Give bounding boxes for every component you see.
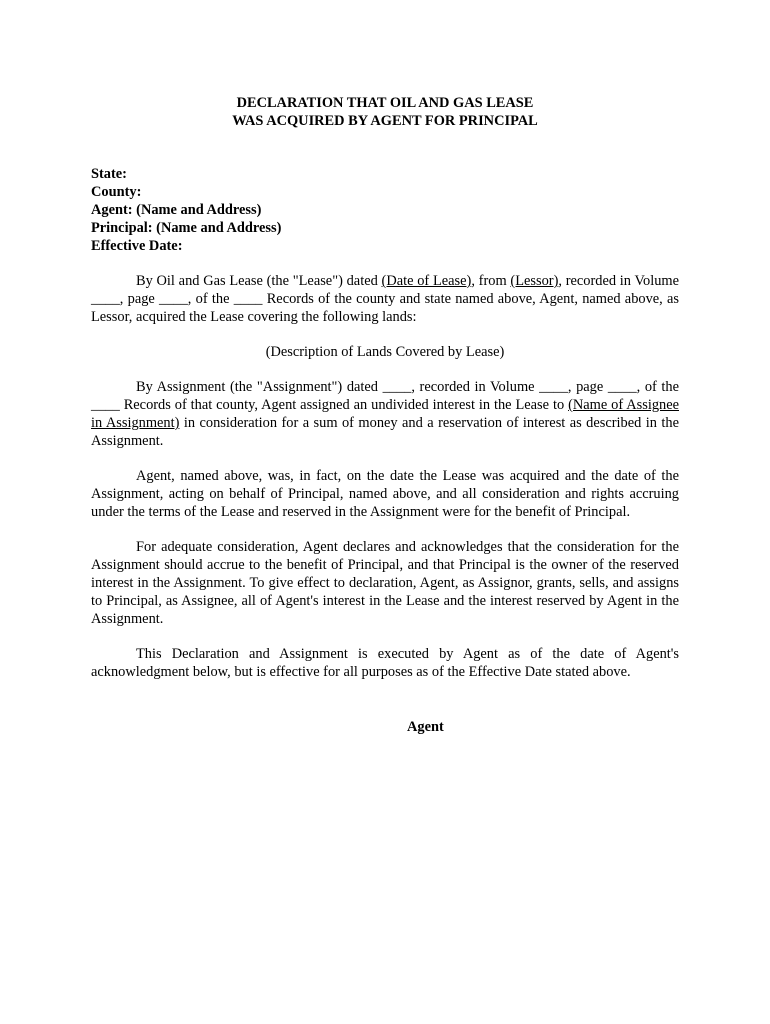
state-field: State:: [91, 166, 127, 182]
document-body: [91, 272, 679, 698]
assignment-text-2: in consideration for a sum of money and a reservation of interest as described in the Assignment.: [91, 415, 679, 449]
title-line-1: DECLARATION THAT OIL AND GAS LEASE: [236, 95, 534, 111]
lease-text-1: By Oil and Gas Lease (the "Lease") dated: [136, 273, 382, 289]
agent-field: Agent: (Name and Address): [91, 202, 262, 218]
lessor-placeholder: (Lessor): [510, 273, 559, 289]
lease-text-3: , recorded in Volume ____, page ____, of the ____ Records of the county and state named above, Agent, named above, as Lessor, acquired the Lease covering the following lands:: [91, 273, 679, 325]
document-title: [91, 94, 679, 130]
assignee-placeholder: (Name of Assignee in Assignment): [91, 397, 679, 431]
header-fields: [91, 165, 679, 255]
paragraph-consideration: For adequate consideration, Agent declares and acknowledges that the consideration for the Assignment should accrue to the benefit of Principal, and that Principal is the owner of the reserved interest in the Assignment. To give effect to declaration, Agent, as Assignor, grants, sells, and assigns to Principal, as Assignee, all of Agent's interest in the Lease and the interest reserved by Agent in the Assignment.: [91, 539, 679, 627]
date-of-lease-placeholder: (Date of Lease): [381, 273, 472, 289]
principal-field: Principal: (Name and Address): [91, 220, 282, 236]
paragraph-agency: Agent, named above, was, in fact, on the date the Lease was acquired and the date of the Assignment, acting on behalf of Principal, named above, and all consideration and rights accruing under the terms of the Lease and reserved in the Assignment were for the benefit of Principal.: [91, 468, 679, 520]
lease-text-2: , from: [471, 273, 511, 289]
paragraph-execution: This Declaration and Assignment is executed by Agent as of the date of Agent's acknowledgment below, but is effective for all purposes as of the Effective Date stated above.: [91, 646, 679, 680]
lands-description-placeholder: (Description of Lands Covered by Lease): [265, 344, 505, 360]
county-field: County:: [91, 184, 142, 200]
effective-date-field: Effective Date:: [91, 238, 183, 254]
agent-signature-label: Agent: [407, 719, 444, 735]
assignment-text-1: By Assignment (the "Assignment") dated ____, recorded in Volume ____, page ____, of the ____ Records of that county, Agent assigned an undivided interest in the Lease to: [91, 379, 679, 413]
paragraph-assignment: [91, 378, 679, 450]
paragraph-lease: [91, 272, 679, 326]
title-line-2: WAS ACQUIRED BY AGENT FOR PRINCIPAL: [232, 113, 538, 129]
